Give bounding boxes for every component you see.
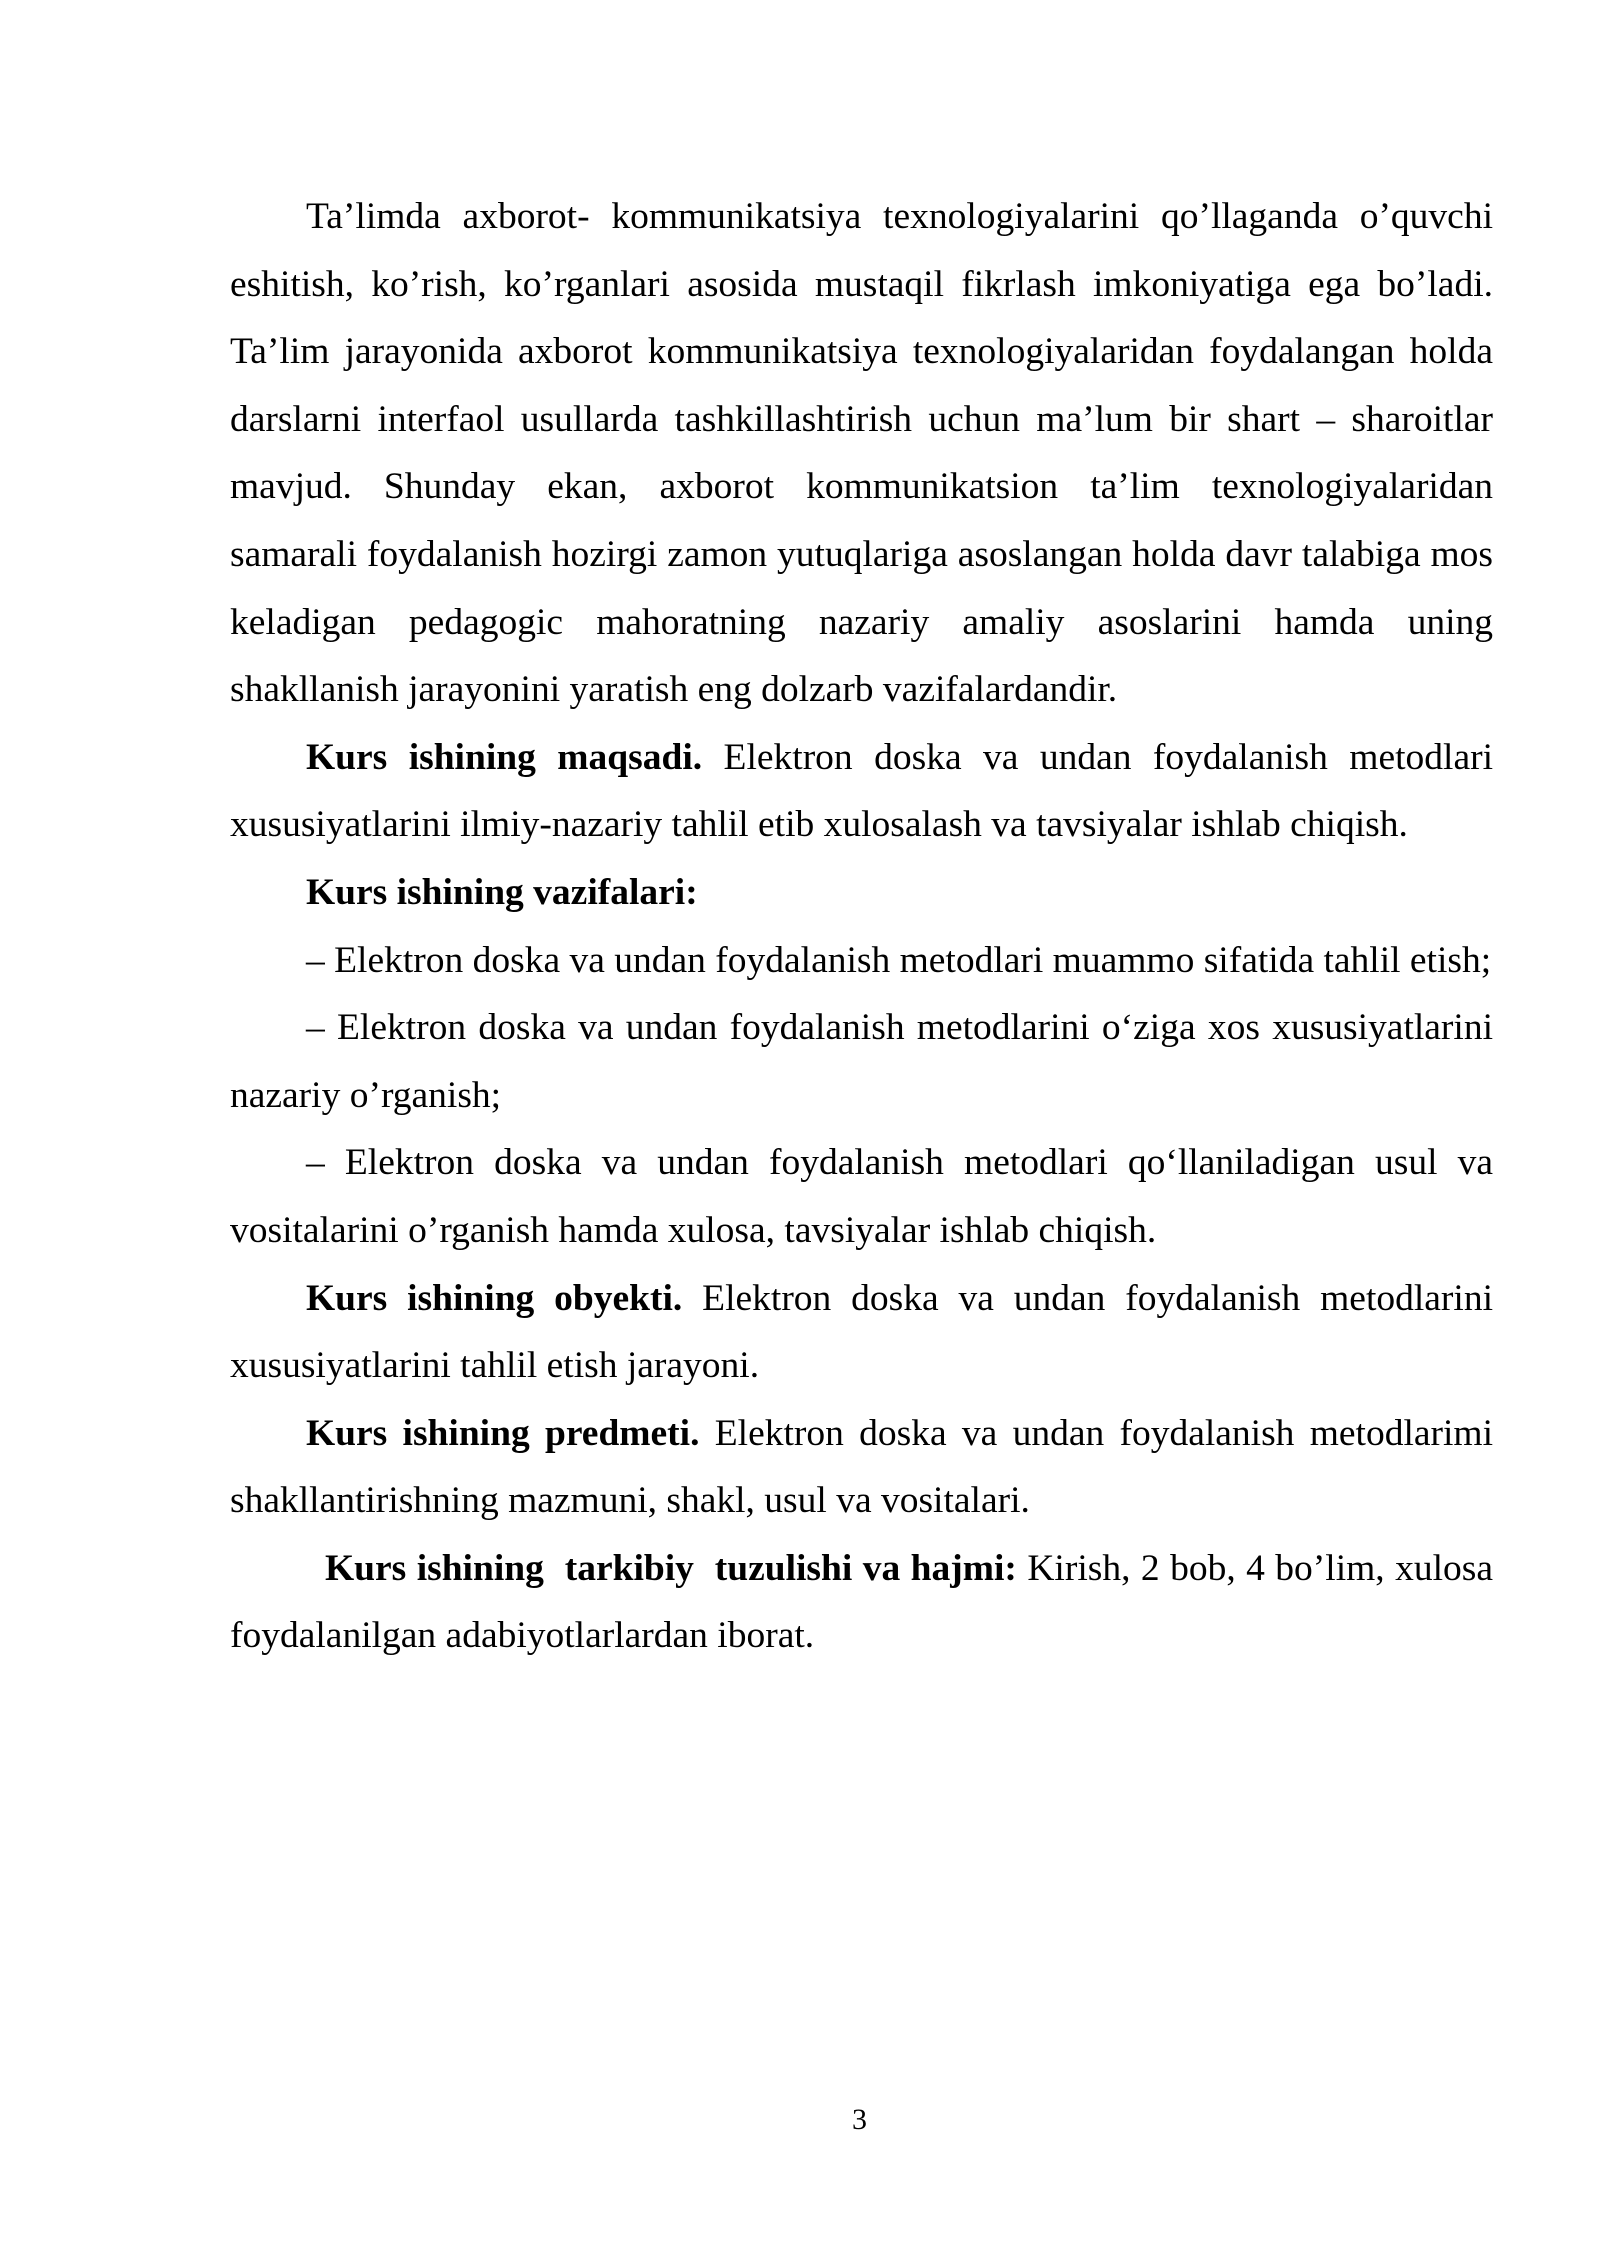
- subject-paragraph: [230, 1400, 1493, 1535]
- task-item: – Elektron doska va undan foydalanish metodlari muammo sifatida tahlil etish;: [306, 939, 1492, 981]
- structure-heading: Kurs ishining tarkibiy tuzulishi va hajmi:: [325, 1547, 1017, 1589]
- task-item: – Elektron doska va undan foydalanish metodlarini o‘ziga xos xususiyatlarini nazariy o’rganish;: [230, 1007, 1493, 1116]
- structure-text: Kirish, 2 bob, 4 bo’lim, xulosa foydalanilgan adabiyotlarlardan iborat.: [230, 1547, 1493, 1657]
- task-item: – Elektron doska va undan foydalanish metodlari qo‘llaniladigan usul va vositalarini o’rganish hamda xulosa, tavsiyalar ishlab chiqish.: [230, 1142, 1493, 1251]
- goal-heading: Kurs ishining maqsadi.: [306, 736, 703, 778]
- structure-paragraph: [230, 1535, 1493, 1670]
- subject-heading: Kurs ishining predmeti.: [306, 1412, 700, 1454]
- goal-paragraph: [230, 724, 1493, 859]
- object-paragraph: [230, 1265, 1493, 1400]
- document-body: [230, 183, 1493, 1670]
- page-number: 3: [852, 2103, 867, 2136]
- object-heading: Kurs ishining obyekti.: [306, 1277, 683, 1319]
- goal-text: Elektron doska va undan foydalanish metodlari xususiyatlarini ilmiy-nazariy tahlil etib xulosalash va tavsiyalar ishlab chiqish.: [230, 736, 1494, 846]
- object-text: Elektron doska va undan foydalanish metodlarini xususiyatlarini tahlil etish jarayoni.: [230, 1277, 1493, 1387]
- intro-paragraph: Ta’limda axborot- kommunikatsiya texnologiyalarini qo’llaganda o’quvchi eshitish, ko’rish, ko’rganlari asosida mustaqil fikrlash imkoniyatiga ega bo’ladi. Ta’lim jarayonida axborot kommunikatsiya texnologiyalaridan foydalangan holda darslarni interfaol usullarda tashkillashtirish uchun ma’lum bir shart – sharoitlar mavjud. Shunday ekan, axborot kommunikatsion ta’lim texnologiyalaridan samarali foydalanish hozirgi zamon yutuqlariga asoslangan holda davr talabiga mos keladigan pedagogic mahoratning nazariy amaliy asoslarini hamda uning shakllanish jarayonini yaratish eng dolzarb vazifalardandir.: [230, 196, 1493, 711]
- tasks-heading-text: Kurs ishining vazifalari:: [306, 871, 698, 913]
- tasks-heading: [230, 859, 1493, 927]
- subject-text: Elektron doska va undan foydalanish metodlarimi shakllantirishning mazmuni, shakl, usul va vositalari.: [230, 1412, 1493, 1522]
